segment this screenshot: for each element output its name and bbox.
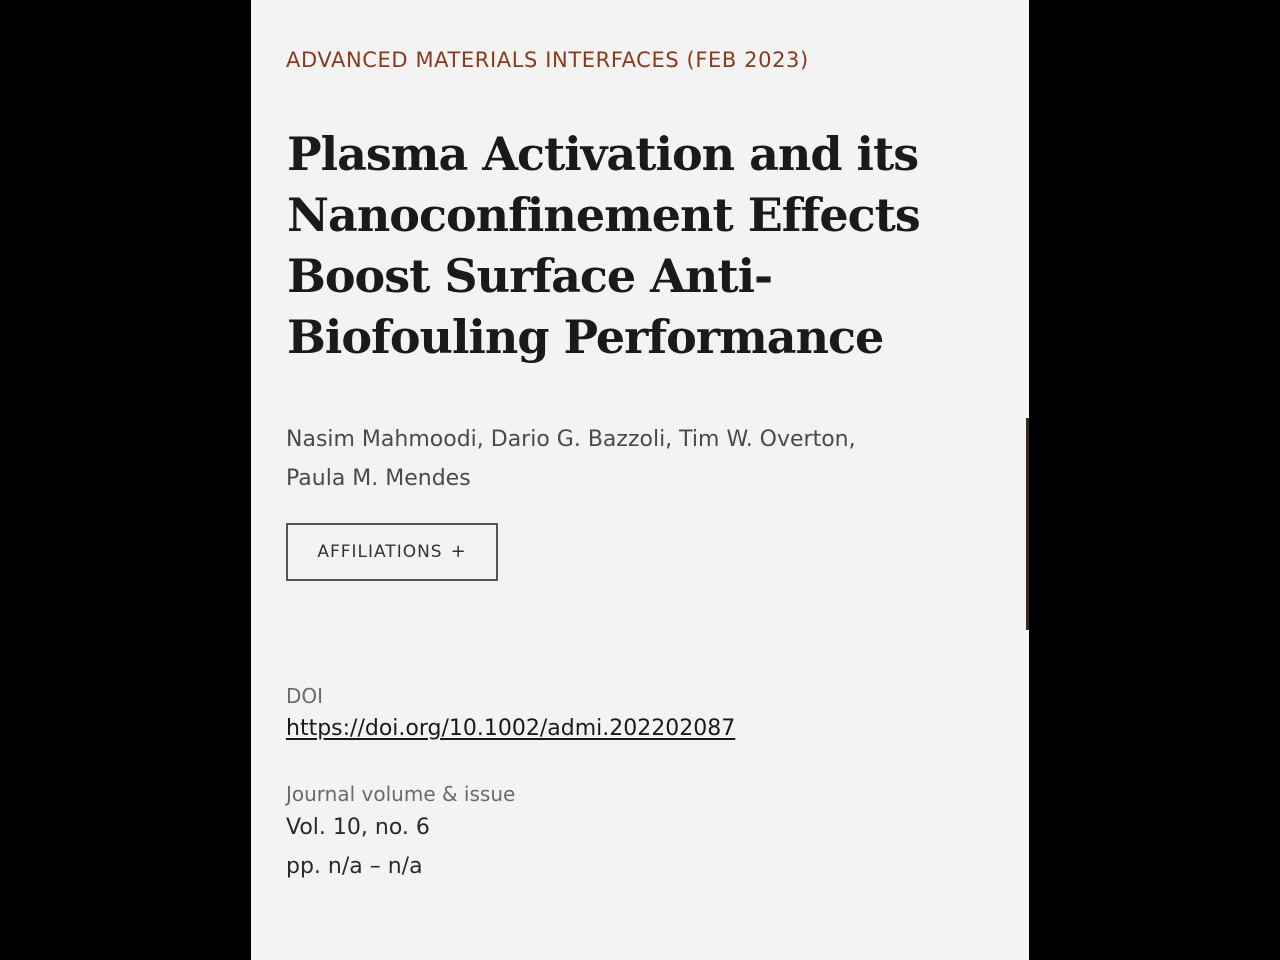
edge-accent bbox=[1026, 418, 1029, 630]
author-line-2: Paula M. Mendes bbox=[286, 466, 471, 491]
page-range: pp. n/a – n/a bbox=[286, 854, 423, 879]
volume-issue-label: Journal volume & issue bbox=[286, 782, 516, 806]
doi-link[interactable]: https://doi.org/10.1002/admi.202202087 bbox=[286, 716, 736, 741]
journal-name: ADVANCED MATERIALS INTERFACES (FEB 2023) bbox=[286, 48, 809, 72]
author-list bbox=[286, 420, 926, 498]
doi-label: DOI bbox=[286, 684, 324, 708]
affiliations-label: AFFILIATIONS bbox=[317, 542, 443, 562]
volume-issue-value: Vol. 10, no. 6 bbox=[286, 815, 430, 840]
affiliations-button[interactable] bbox=[286, 523, 498, 581]
paper-title: Plasma Activation and its Nanoconfinement Effects Boost Surface Anti-Biofouling Performance bbox=[287, 127, 920, 364]
plus-icon: + bbox=[450, 541, 467, 562]
paper-card bbox=[251, 0, 1029, 960]
author-line-1: Nasim Mahmoodi, Dario G. Bazzoli, Tim W. Overton, bbox=[286, 427, 856, 452]
